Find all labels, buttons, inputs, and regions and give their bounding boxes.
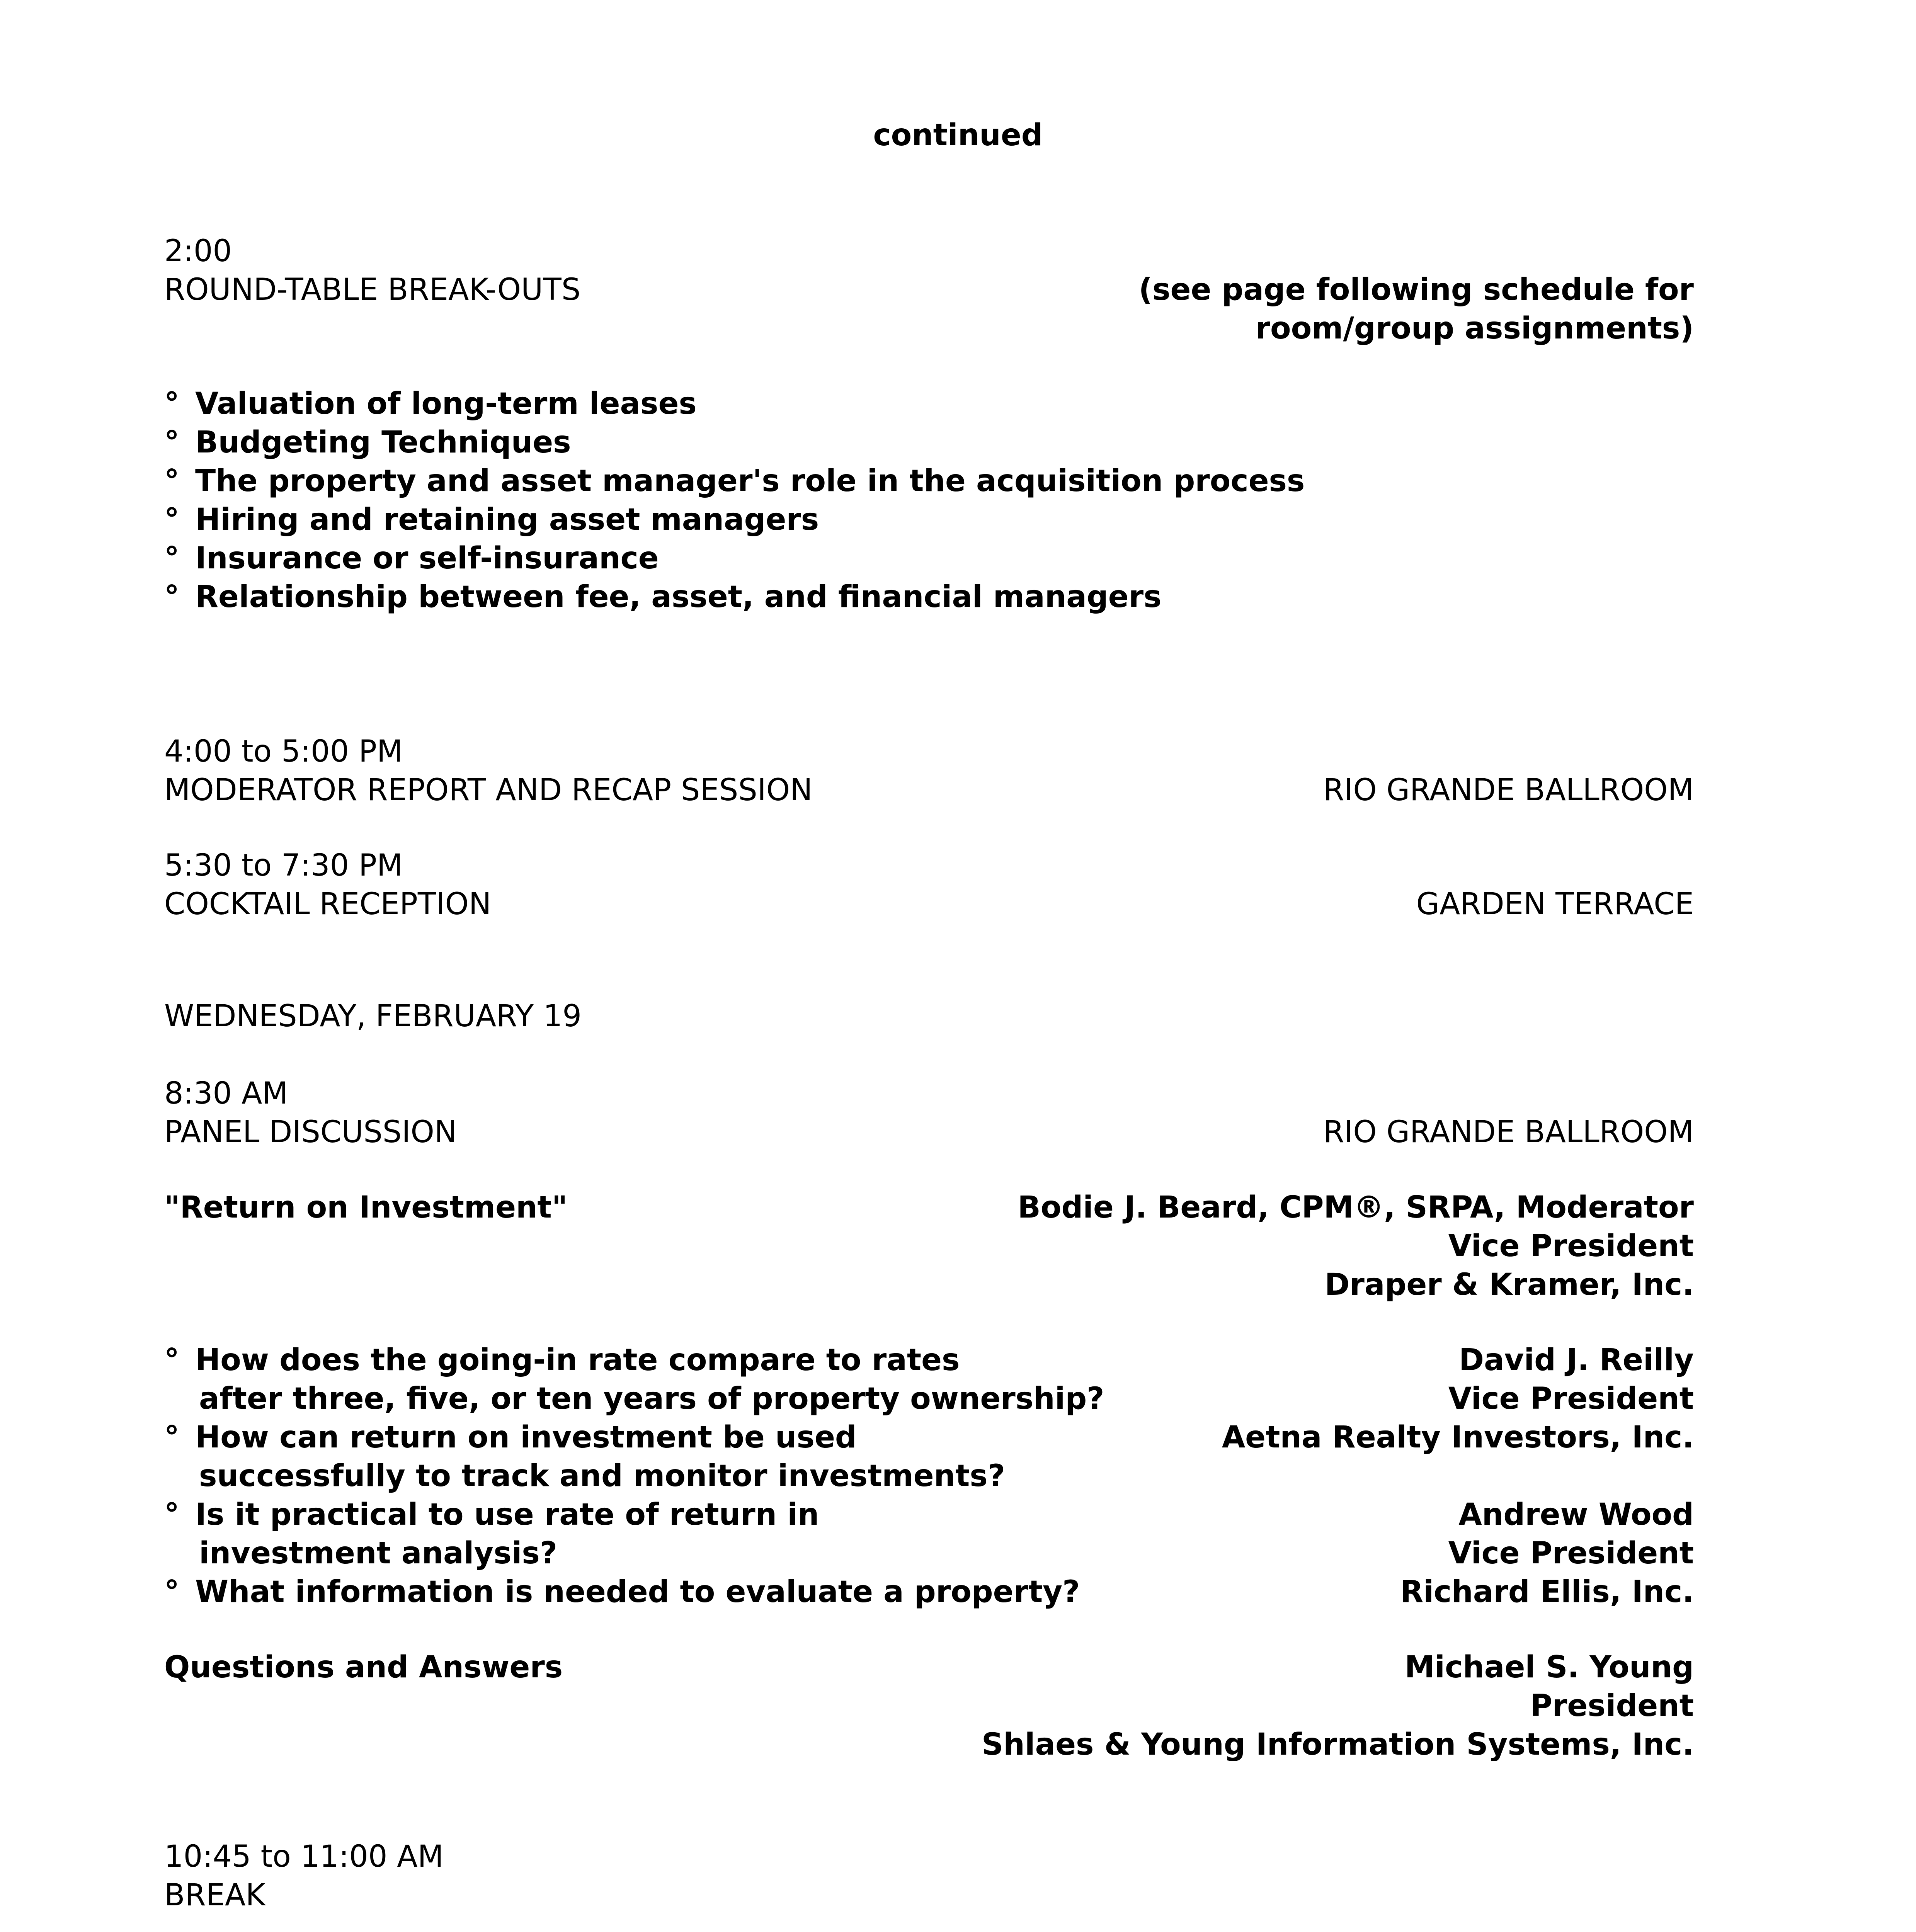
panel-heading [164, 1074, 457, 1151]
roundtable-note-line2: room/group assignments) [1255, 311, 1694, 346]
continued-label: continued [873, 118, 1043, 153]
list-item: ° Insurance or self-insurance [164, 539, 1305, 578]
panel-moderator [1018, 1188, 1694, 1304]
moderator-name: Bodie J. Beard, CPM®, SRPA, Moderator [1018, 1190, 1694, 1225]
roundtable-note-line1: (see page following schedule for [1138, 272, 1694, 307]
list-item: ° The property and asset manager's role in the acquisition process [164, 462, 1305, 500]
roundtable-topics [164, 384, 1305, 616]
bullet-icon: ° [164, 502, 179, 537]
bullet-icon: ° [164, 1575, 179, 1609]
break-title: BREAK [164, 1878, 265, 1913]
break-time: 10:45 to 11:00 AM [164, 1839, 444, 1874]
list-item: ° Is it practical to use rate of return in investment analysis? [164, 1495, 1104, 1573]
qa-speaker-name: Michael S. Young [1404, 1650, 1694, 1685]
bullet-icon: ° [164, 580, 179, 614]
panelist-name: David J. Reilly [1459, 1343, 1694, 1378]
qa-speaker-company: Shlaes & Young Information Systems, Inc. [982, 1727, 1694, 1762]
recap-location: RIO GRANDE BALLROOM [1323, 773, 1694, 808]
panelist-company: Aetna Realty Investors, Inc. [1222, 1420, 1694, 1455]
recap-time: 4:00 to 5:00 PM [164, 734, 403, 769]
bullet-icon: ° [164, 464, 179, 498]
bullet-icon: ° [164, 425, 179, 460]
qa-speaker [982, 1648, 1694, 1764]
roundtable-time: 2:00 [164, 234, 232, 269]
panel-title: PANEL DISCUSSION [164, 1115, 457, 1150]
reception-heading [164, 846, 491, 923]
list-item: ° How can return on investment be used successfully to track and monitor investments? [164, 1418, 1104, 1495]
panelist-1 [1222, 1341, 1694, 1457]
roundtable-title: ROUND-TABLE BREAK-OUTS [164, 272, 581, 307]
list-item: ° Budgeting Techniques [164, 423, 1305, 462]
recap-title: MODERATOR REPORT AND RECAP SESSION [164, 773, 813, 808]
reception-title: COCKTAIL RECEPTION [164, 887, 492, 922]
roundtable-heading [164, 232, 580, 309]
bullet-icon: ° [164, 541, 179, 576]
bullet-icon: ° [164, 1420, 179, 1455]
panel-time: 8:30 AM [164, 1076, 288, 1111]
list-item: ° Valuation of long-term leases [164, 384, 1305, 423]
qa-label: Questions and Answers [164, 1650, 563, 1685]
moderator-title: Vice President [1448, 1229, 1694, 1264]
bullet-icon: ° [164, 1497, 179, 1532]
list-item: ° How does the going-in rate compare to rates after three, five, or ten years of property ownership? [164, 1341, 1104, 1418]
bullet-icon: ° [164, 386, 179, 421]
day-label: WEDNESDAY, FEBRUARY 19 [164, 999, 582, 1034]
recap-heading [164, 732, 813, 810]
panel-location: RIO GRANDE BALLROOM [1323, 1115, 1694, 1150]
panelist-company: Richard Ellis, Inc. [1400, 1575, 1694, 1609]
list-item: ° What information is needed to evaluate a property? [164, 1573, 1104, 1611]
list-item: ° Hiring and retaining asset managers [164, 500, 1305, 539]
panelist-title: Vice President [1448, 1536, 1694, 1571]
panelist-2 [1400, 1495, 1694, 1611]
roundtable-note [1138, 270, 1694, 348]
panel-topic: "Return on Investment" [164, 1190, 568, 1225]
moderator-company: Draper & Kramer, Inc. [1324, 1267, 1694, 1302]
list-item: ° Relationship between fee, asset, and financial managers [164, 578, 1305, 616]
qa-speaker-title: President [1530, 1689, 1694, 1723]
bullet-icon: ° [164, 1343, 179, 1378]
reception-time: 5:30 to 7:30 PM [164, 848, 403, 883]
reception-location: GARDEN TERRACE [1416, 887, 1694, 922]
panelist-name: Andrew Wood [1458, 1497, 1694, 1532]
break-heading [164, 1837, 444, 1915]
panelist-title: Vice President [1448, 1381, 1694, 1416]
panel-questions [164, 1341, 1104, 1611]
